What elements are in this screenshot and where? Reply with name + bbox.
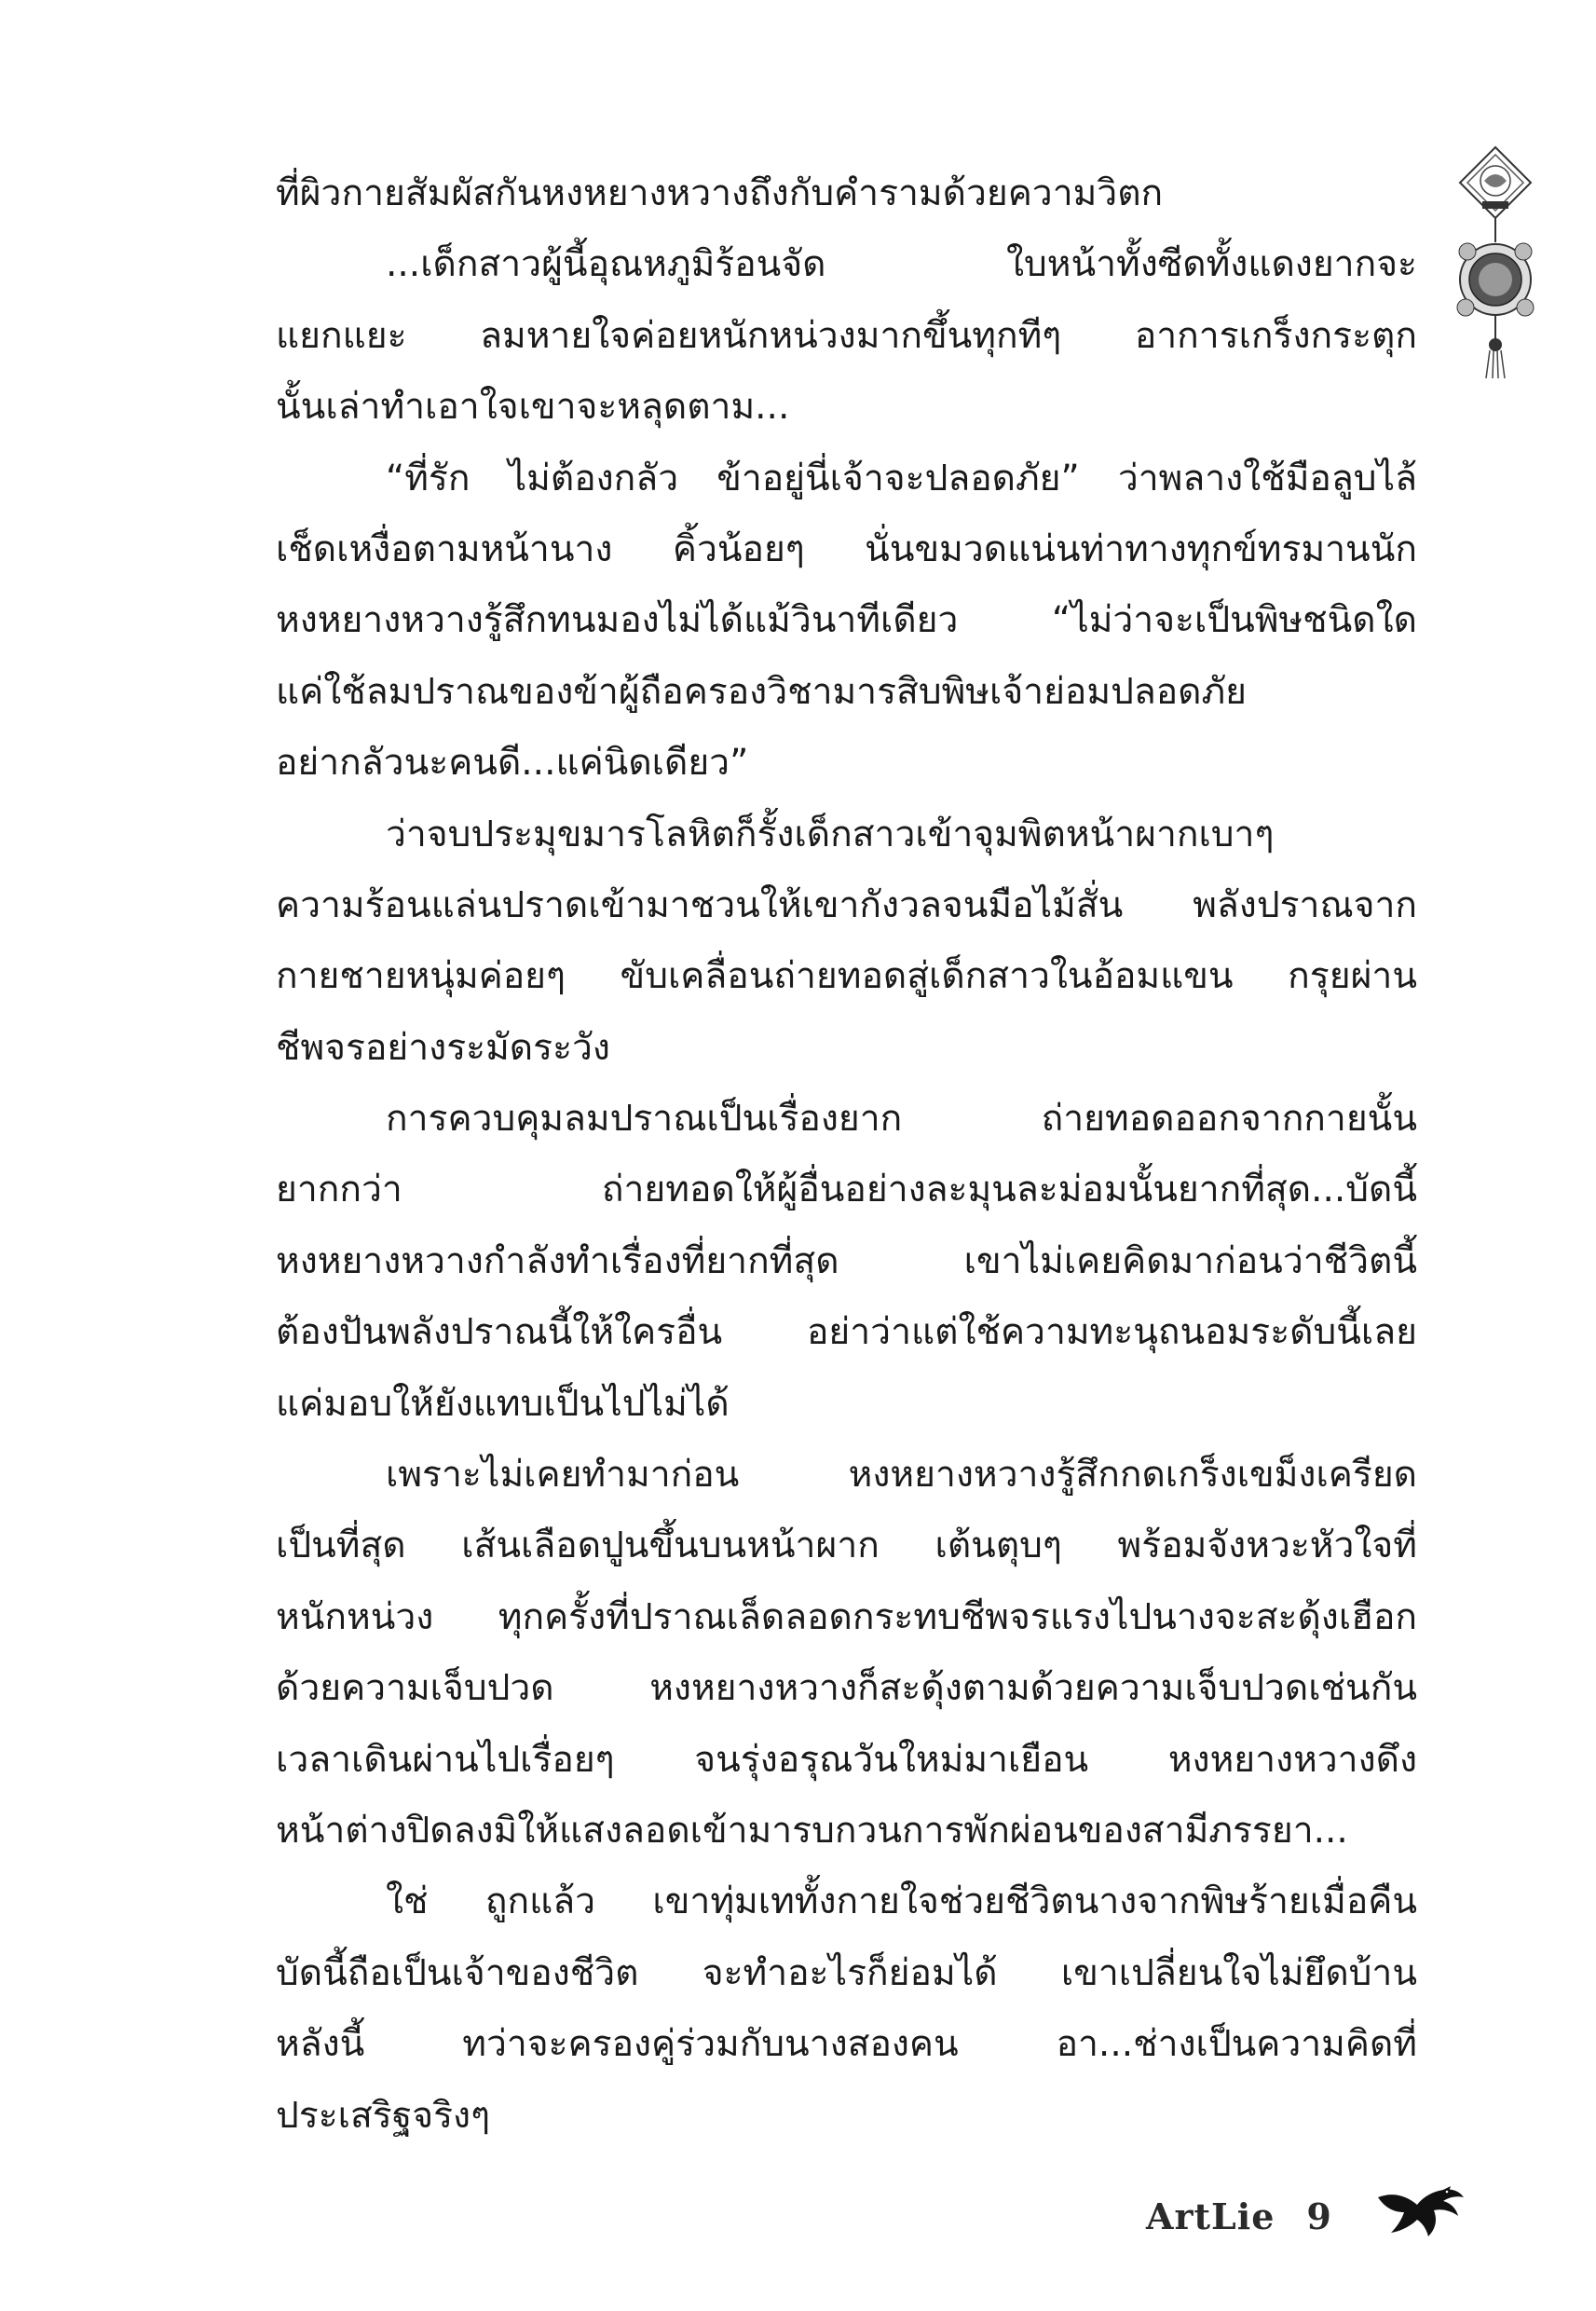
text-line: “ที่รัก ไม่ต้องกลัว ข้าอยู่นี่เจ้าจะปลอดภัย” ว่าพลางใช้มือลูบไล้ <box>386 457 1417 499</box>
text-line: ชีพจรอย่างระมัดระวัง <box>276 1026 610 1069</box>
text-line: ด้วยความเจ็บปวด หงหยางหวางก็สะดุ้งตามด้วยความเจ็บปวดเช่นกัน <box>276 1667 1417 1710</box>
text-line: บัดนี้ถือเป็นเจ้าของชีวิต จะทำอะไรก็ย่อมได้ เขาเปลี่ยนใจไม่ยึดบ้าน <box>276 1951 1417 1994</box>
text-line: ยากกว่า ถ่ายทอดให้ผู้อื่นอย่างละมุนละม่อมนั้นยากที่สุด...บัดนี้ <box>276 1169 1417 1211</box>
text-line: หงหยางหวางรู้สึกทนมองไม่ได้แม้วินาทีเดียว “ไม่ว่าจะเป็นพิษชนิดใด <box>276 599 1417 642</box>
text-line: แยกแยะ ลมหายใจค่อยหนักหน่วงมากขึ้นทุกทีๆ อาการเกร็งกระตุก <box>276 314 1417 357</box>
text-line: เพราะไม่เคยทำมาก่อน หงหยางหวางรู้สึกกดเกร็งเขม็งเครียด <box>386 1454 1417 1497</box>
text-line: ต้องปันพลังปราณนี้ให้ใครอื่น อย่าว่าแต่ใช้ความทะนุถนอมระดับนี้เลย <box>276 1311 1417 1354</box>
publisher-brand: ArtLie <box>1146 2195 1275 2237</box>
text-line: ประเสริฐจริงๆ <box>276 2094 491 2137</box>
text-line: กายชายหนุ่มค่อยๆ ขับเคลื่อนถ่ายทอดสู่เด็กสาวในอ้อมแขน กรุยผ่าน <box>276 955 1417 998</box>
text-line: ที่ผิวกายสัมผัสกันหงหยางหวางถึงกับคำรามด้วยความวิตก <box>276 172 1164 214</box>
text-line: การควบคุมลมปราณเป็นเรื่องยาก ถ่ายทอดออกจากกายนั้น <box>386 1098 1417 1141</box>
text-line: เช็ดเหงื่อตามหน้านาง คิ้วน้อยๆ นั่นขมวดแน่นท่าทางทุกข์ทรมานนัก <box>276 527 1417 570</box>
page-footer <box>1146 2188 1331 2244</box>
text-line: แค่ใช้ลมปราณของข้าผู้ถือครองวิชามารสิบพิษเจ้าย่อมปลอดภัย <box>276 670 1248 713</box>
text-line: ใช่ ถูกแล้ว เขาทุ่มเททั้งกายใจช่วยชีวิตนางจากพิษร้ายเมื่อคืน <box>386 1880 1417 1923</box>
text-line: เวลาเดินผ่านไปเรื่อยๆ จนรุ่งอรุณวันใหม่มาเยือน หงหยางหวางดึง <box>276 1738 1417 1781</box>
text-line: หงหยางหวางกำลังทำเรื่องที่ยากที่สุด เขาไม่เคยคิดมาก่อนว่าชีวิตนี้ <box>276 1239 1417 1282</box>
text-line: หน้าต่างปิดลงมิให้แสงลอดเข้ามารบกวนการพักผ่อนของสามีภรรยา... <box>276 1809 1348 1852</box>
text-line: ว่าจบประมุขมารโลหิตก็รั้งเด็กสาวเข้าจุมพิตหน้าผากเบาๆ <box>386 813 1275 855</box>
chinese-knot-emblem-icon <box>1449 140 1542 382</box>
text-line: อย่ากลัวนะคนดี...แค่นิดเดียว” <box>276 742 749 785</box>
text-line: แค่มอบให้ยังแทบเป็นไปไม่ได้ <box>276 1382 730 1425</box>
main-text-body <box>276 158 1417 2152</box>
eagle-icon <box>1374 2179 1467 2249</box>
text-line: เป็นที่สุด เส้นเลือดปูนขึ้นบนหน้าผาก เต้นตุบๆ พร้อมจังหวะหัวใจที่ <box>276 1525 1417 1567</box>
text-line: นั้นเล่าทำเอาใจเขาจะหลุดตาม... <box>276 386 790 429</box>
text-line: ...เด็กสาวผู้นี้อุณหภูมิร้อนจัด ใบหน้าทั้งซีดทั้งแดงยากจะ <box>386 243 1417 286</box>
text-line: หนักหน่วง ทุกครั้งที่ปราณเล็ดลอดกระทบชีพจรแรงไปนางจะสะดุ้งเฮือก <box>276 1595 1417 1638</box>
text-line: หลังนี้ ทว่าจะครองคู่ร่วมกับนางสองคน อา...ช่างเป็นความคิดที่ <box>276 2023 1417 2066</box>
text-line: ความร้อนแล่นปราดเข้ามาชวนให้เขากังวลจนมือไม้สั่น พลังปราณจาก <box>276 883 1417 926</box>
page-number: 9 <box>1306 2195 1331 2237</box>
